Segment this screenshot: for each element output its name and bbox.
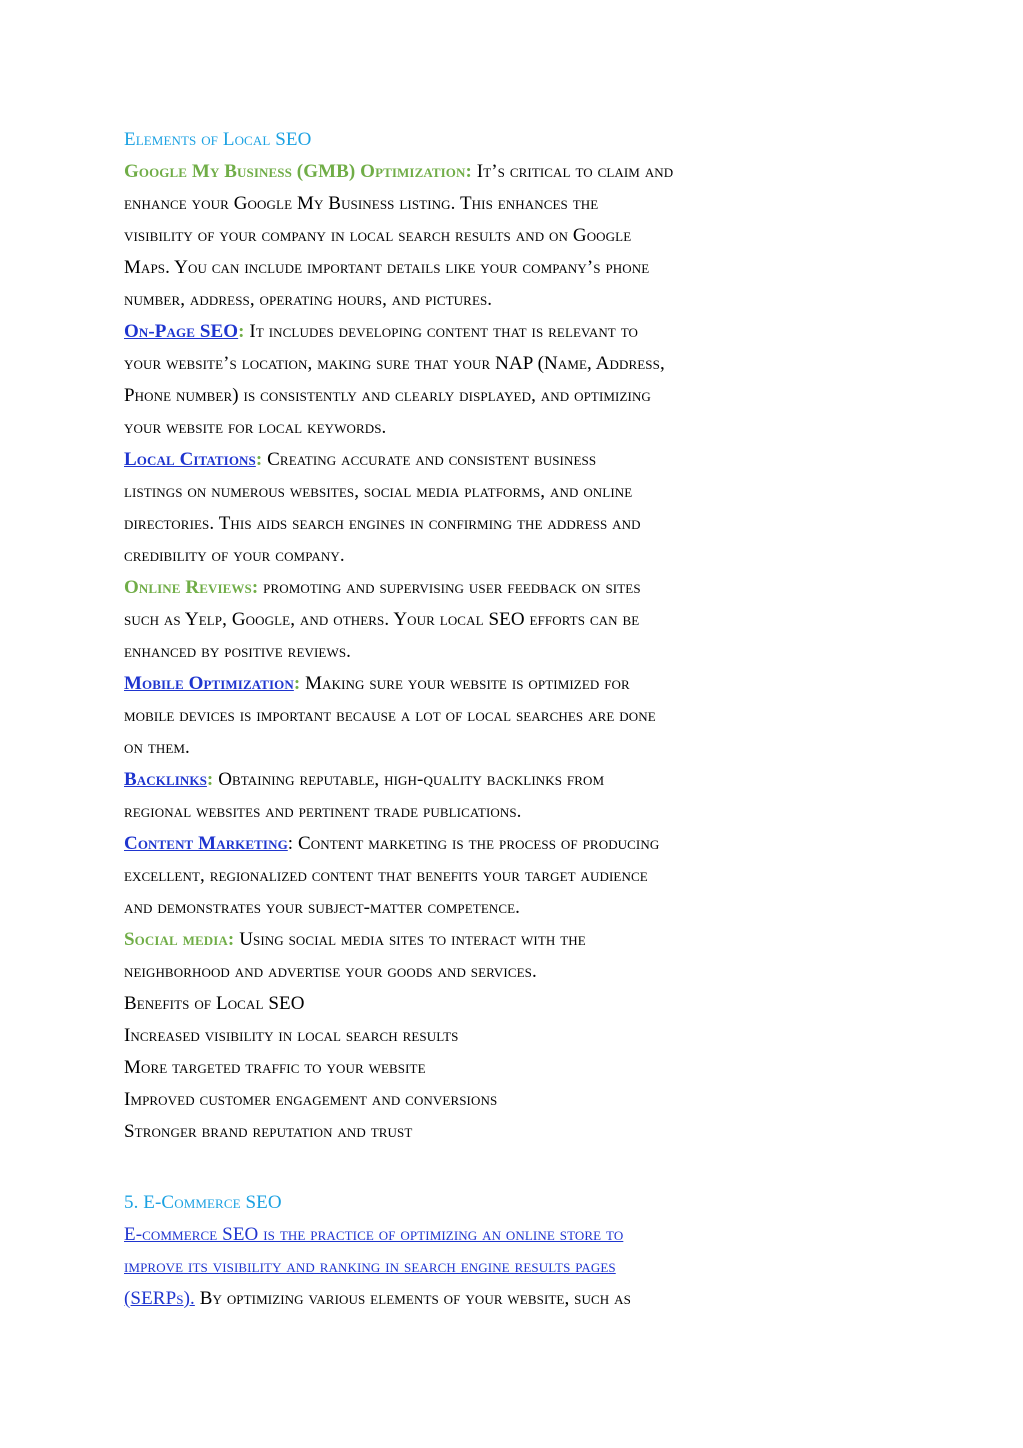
backlinks-line-1 xyxy=(124,764,914,796)
reviews-text-1: promoting and supervising user feedback on sites xyxy=(258,577,641,598)
gmb-line-2: enhance your Google My Business listing. This enhances the xyxy=(124,193,599,214)
citations-line-2: listings on numerous websites, social media platforms, and online xyxy=(124,481,633,502)
social-text-1: Using social media sites to interact with the xyxy=(234,929,586,950)
ecommerce-link-part-3[interactable]: (SERPs). xyxy=(124,1288,195,1309)
social-label: Social media: xyxy=(124,929,235,950)
local-seo-heading: Elements of Local SEO xyxy=(124,129,312,150)
benefit-item: Stronger brand reputation and trust xyxy=(124,1121,413,1142)
citations-line-4: credibility of your company. xyxy=(124,545,345,566)
citations-line-1 xyxy=(124,444,914,476)
backlinks-link[interactable]: Backlinks xyxy=(124,769,207,790)
reviews-line-1 xyxy=(124,572,914,604)
content-line-2: excellent, regionalized content that benefits your target audience xyxy=(124,865,648,886)
content-text-1: Content marketing is the process of producing xyxy=(293,833,660,854)
content-marketing-link[interactable]: Content Marketing xyxy=(124,833,288,854)
mobile-line-2: mobile devices is important because a lot of local searches are done xyxy=(124,705,656,726)
citations-line-3: directories. This aids search engines in confirming the address and xyxy=(124,513,641,534)
mobile-line-3: on them. xyxy=(124,737,190,758)
social-line-2: neighborhood and advertise your goods and services. xyxy=(124,961,537,982)
onpage-line-2: your website’s location, making sure that your NAP (Name, Address, xyxy=(124,353,665,374)
text-column xyxy=(124,124,914,1315)
content-line-3: and demonstrates your subject-matter competence. xyxy=(124,897,521,918)
ecommerce-line-1 xyxy=(124,1219,914,1251)
onpage-line-4: your website for local keywords. xyxy=(124,417,387,438)
gmb-line-3: visibility of your company in local search results and on Google xyxy=(124,225,632,246)
reviews-line-2: such as Yelp, Google, and others. Your local SEO efforts can be xyxy=(124,609,640,630)
ecommerce-heading: 5. E-Commerce SEO xyxy=(124,1192,282,1213)
gmb-label: Google My Business (GMB) Optimization: xyxy=(124,161,472,182)
gmb-text-1: It’s critical to claim and xyxy=(471,161,674,182)
benefit-item: Improved customer engagement and conversions xyxy=(124,1089,498,1110)
gmb-line-4: Maps. You can include important details like your company’s phone xyxy=(124,257,650,278)
backlinks-line-2: regional websites and pertinent trade publications. xyxy=(124,801,522,822)
backlinks-colon: : xyxy=(206,769,214,790)
ecommerce-line-3 xyxy=(124,1283,914,1315)
section-spacer xyxy=(124,1148,914,1187)
onpage-line-3: Phone number) is consistently and clearly displayed, and optimizing xyxy=(124,385,651,406)
ecommerce-text-3: By optimizing various elements of your website, such as xyxy=(194,1288,631,1309)
gmb-line-5: number, address, operating hours, and pictures. xyxy=(124,289,493,310)
citations-colon: : xyxy=(255,449,263,470)
ecommerce-line-2 xyxy=(124,1251,914,1283)
benefit-item: More targeted traffic to your website xyxy=(124,1057,426,1078)
onpage-text-1: It includes developing content that is relevant to xyxy=(244,321,638,342)
content-colon: : xyxy=(287,833,294,854)
reviews-label: Online Reviews: xyxy=(124,577,259,598)
onpage-line-1 xyxy=(124,316,914,348)
mobile-line-1 xyxy=(124,668,914,700)
onpage-colon: : xyxy=(238,321,245,342)
citations-text-1: Creating accurate and consistent business xyxy=(262,449,597,470)
mobile-optimization-link[interactable]: Mobile Optimization xyxy=(124,673,294,694)
gmb-line-1 xyxy=(124,156,914,188)
mobile-text-1: Making sure your website is optimized for xyxy=(300,673,630,694)
content-line-1 xyxy=(124,828,914,860)
backlinks-text-1: Obtaining reputable, high-quality backlinks from xyxy=(213,769,605,790)
benefit-item: Increased visibility in local search results xyxy=(124,1025,459,1046)
ecommerce-link-part-1[interactable]: E-commerce SEO is the practice of optimizing an online store to xyxy=(124,1224,624,1245)
local-citations-link[interactable]: Local Citations xyxy=(124,449,256,470)
ecommerce-link-part-2[interactable]: improve its visibility and ranking in search engine results pages xyxy=(124,1256,616,1277)
onpage-seo-link[interactable]: On-Page SEO xyxy=(124,321,239,342)
mobile-colon: : xyxy=(293,673,301,694)
benefits-heading: Benefits of Local SEO xyxy=(124,993,305,1014)
social-line-1 xyxy=(124,924,914,956)
reviews-line-3: enhanced by positive reviews. xyxy=(124,641,351,662)
